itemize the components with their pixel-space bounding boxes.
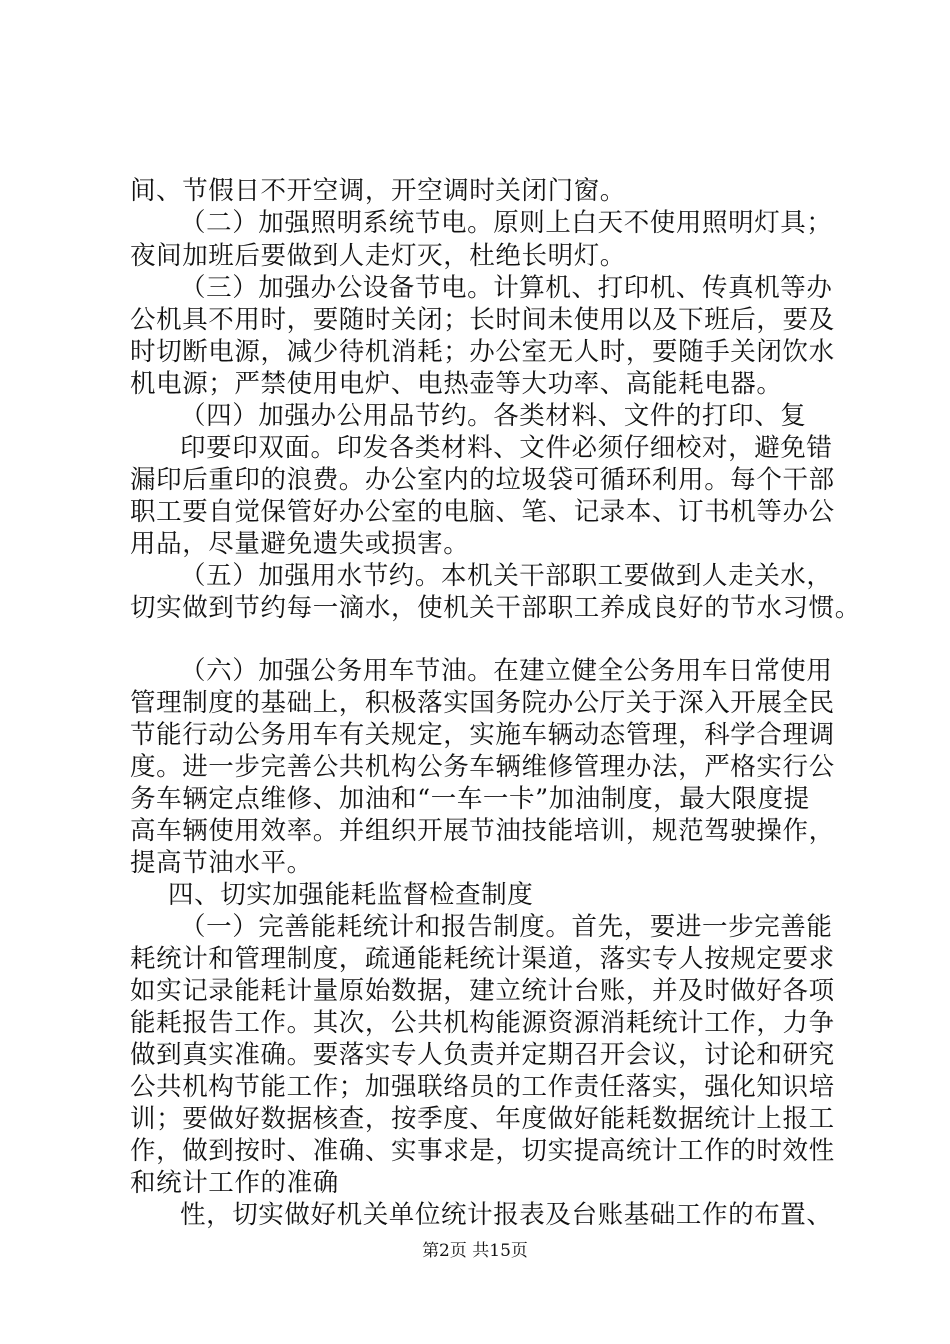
text-line: （六）加强公务用车节油。在建立健全公务用车日常使用 bbox=[180, 656, 833, 686]
text-line: 公共机构节能工作；加强联络员的工作责任落实，强化知识培 bbox=[130, 1072, 835, 1102]
text-line: 训；要做好数据核查，按季度、年度做好能耗数据统计上报工 bbox=[130, 1104, 835, 1134]
text-line: 间、节假日不开空调，开空调时关闭门窗。 bbox=[130, 176, 626, 206]
text-line: 漏印后重印的浪费。办公室内的垃圾袋可循环利用。每个干部 bbox=[130, 465, 835, 495]
section-heading: 四、切实加强能耗监督检查制度 bbox=[168, 880, 534, 910]
text-line: 机电源；严禁使用电炉、电热壶等大功率、高能耗电器。 bbox=[130, 369, 783, 399]
text-line: 提高节油水平。 bbox=[130, 848, 313, 878]
text-line: 能耗报告工作。其次，公共机构能源资源消耗统计工作，力争 bbox=[130, 1008, 835, 1038]
text-line: 公机具不用时，要随时关闭；长时间未使用以及下班后，要及 bbox=[130, 305, 835, 335]
text-line: （一）完善能耗统计和报告制度。首先，要进一步完善能 bbox=[180, 912, 833, 942]
text-line: 管理制度的基础上，积极落实国务院办公厅关于深入开展全民 bbox=[130, 688, 835, 718]
text-line: 夜间加班后要做到人走灯灭，杜绝长明灯。 bbox=[130, 241, 626, 271]
text-line: （三）加强办公设备节电。计算机、打印机、传真机等办 bbox=[180, 273, 833, 303]
text-line: 如实记录能耗计量原始数据，建立统计台账，并及时做好各项 bbox=[130, 976, 835, 1006]
text-line: （四）加强办公用品节约。各类材料、文件的打印、复 bbox=[180, 401, 807, 431]
text-line: 时切断电源，减少待机消耗；办公室无人时，要随手关闭饮水 bbox=[130, 337, 835, 367]
text-line: 印要印双面。印发各类材料、文件必须仔细校对，避免错 bbox=[180, 433, 833, 463]
text-line: 务车辆定点维修、加油和“一车一卡”加油制度，最大限度提 bbox=[130, 784, 810, 814]
text-line: 和统计工作的准确 bbox=[130, 1168, 339, 1198]
page-number-footer: 第2页 共15页 bbox=[422, 1241, 528, 1261]
text-line: 高车辆使用效率。并组织开展节油技能培训，规范驾驶操作， bbox=[130, 816, 835, 846]
text-line: 做到真实准确。要落实专人负责并定期召开会议，讨论和研究 bbox=[130, 1040, 835, 1070]
text-line: 度。进一步完善公共机构公务车辆维修管理办法，严格实行公 bbox=[130, 752, 835, 782]
text-line: 切实做到节约每一滴水，使机关干部职工养成良好的节水习惯。 bbox=[130, 593, 861, 623]
text-line: （五）加强用水节约。本机关干部职工要做到人走关水， bbox=[180, 561, 833, 591]
text-line: 节能行动公务用车有关规定，实施车辆动态管理，科学合理调 bbox=[130, 720, 835, 750]
text-line: 性，切实做好机关单位统计报表及台账基础工作的布置、 bbox=[180, 1200, 833, 1230]
text-line: 职工要自觉保管好办公室的电脑、笔、记录本、订书机等办公 bbox=[130, 497, 835, 527]
text-line: 耗统计和管理制度，疏通能耗统计渠道，落实专人按规定要求 bbox=[130, 944, 835, 974]
text-line: （二）加强照明系统节电。原则上白天不使用照明灯具； bbox=[180, 208, 833, 238]
text-line: 用品，尽量避免遗失或损害。 bbox=[130, 529, 470, 559]
text-line: 作，做到按时、准确、实事求是，切实提高统计工作的时效性 bbox=[130, 1136, 835, 1166]
